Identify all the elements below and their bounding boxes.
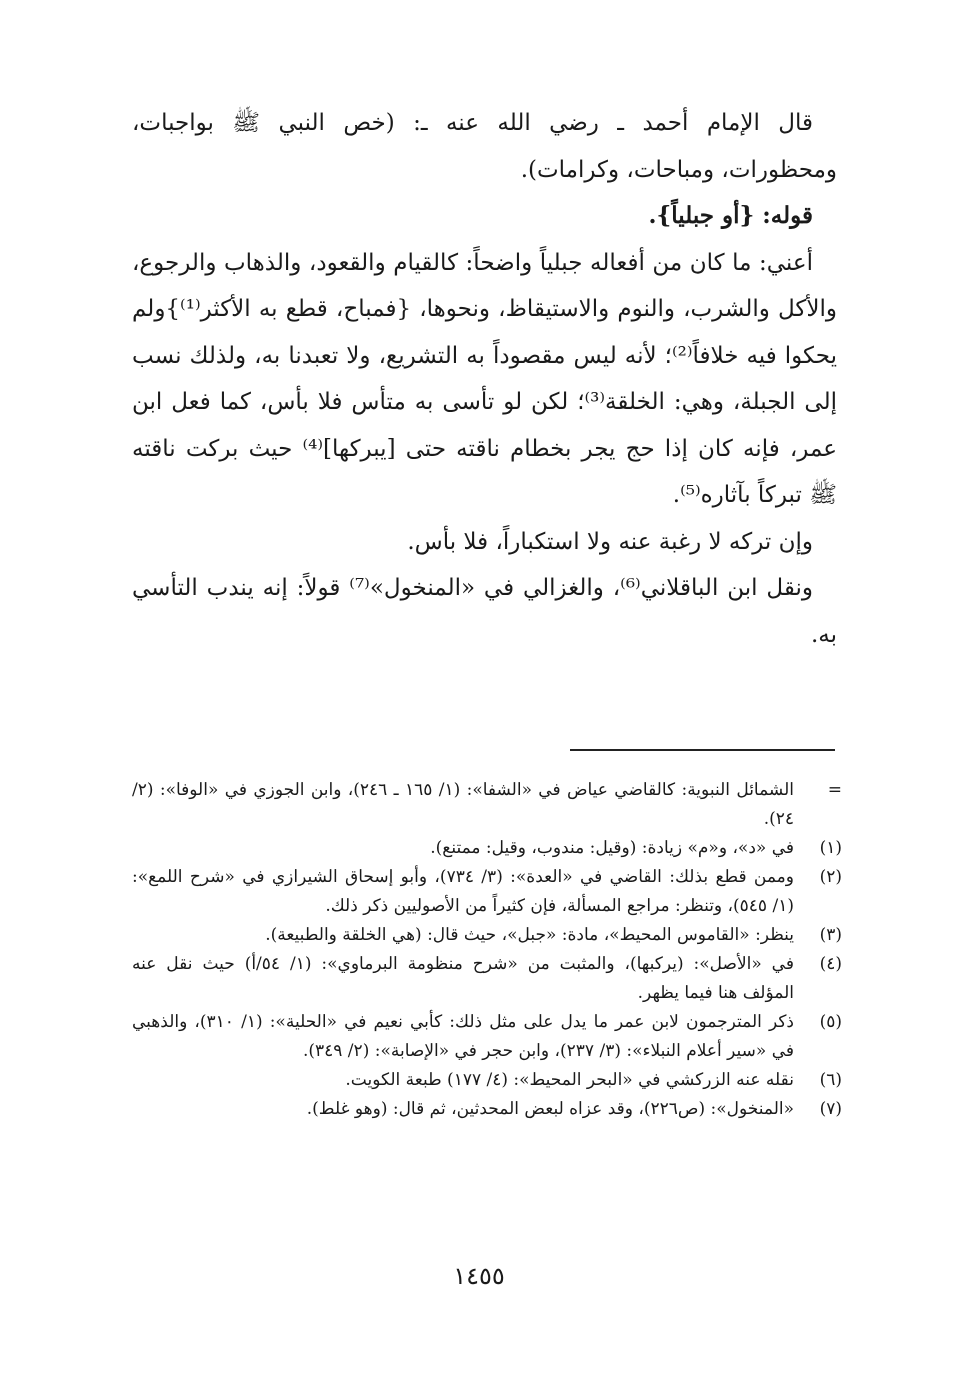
paragraph-jibilli-explanation: أعني: ما كان من أفعاله جبلياً واضحاً: كالقيام والقعود، والذهاب والرجوع، والأكل والشرب، والنوم والاستيقاظ، ونحوها، {فمباح، قطع به الأكثر⁽¹⁾}ولم يحكوا فيه خلافاً⁽²⁾؛ لأنه ليس مقصوداً به التشريع، ولا تعبدنا به، ولذلك نسب إلى الجبلة، وهي: الخلقة⁽³⁾؛ لكن لو تأسى به متأس فلا بأس، كما فعل ابن عمر، فإنه كان إذا حج يجر بخطام ناقته حتى [يبركها]⁽⁴⁾ حيث بركت ناقته ﷺ تبركاً بآثاره⁽⁵⁾. [132, 249, 838, 508]
footnote-2 [132, 863, 842, 921]
footnote-text: في «د»، و«م» زيادة: (وقيل: مندوب، وقيل: ممتنع). [430, 838, 794, 858]
paragraph-tarkuhu: وإن تركه لا رغبة عنه ولا استكباراً، فلا بأس. [407, 528, 813, 555]
footnote-text: ذكر المترجمون لابن عمر ما يدل على مثل ذلك: كأبي نعيم في «الحلية»: (١/ ٣١٠)، والذهبي في «سير أعلام النبلاء»: (٣/ ٢٣٧)، وابن حجر في «الإصابة»: (٢/ ٣٤٩). [132, 1012, 795, 1061]
footnote-text: الشمائل النبوية: كالقاضي عياض في «الشفا»: (١/ ١٦٥ ـ ٢٤٦)، وابن الجوزي في «الوفا»: (٢/ ٢٤). [132, 780, 795, 829]
paragraph-baqillani: ونقل ابن الباقلاني⁽⁶⁾، والغزالي في «المنخول»⁽⁷⁾ قولاً: إنه يندب التأسي به. [132, 575, 837, 648]
footnote-continuation [132, 776, 842, 834]
footnote-6 [132, 1066, 842, 1095]
footnote-number: = [827, 780, 842, 800]
footnote-5 [132, 1008, 842, 1066]
footnote-number: (٥) [819, 1012, 842, 1032]
footnote-divider [570, 749, 835, 751]
footnote-number: (٦) [819, 1070, 842, 1090]
footnote-text: «المنخول»: (ص٢٢٦)، وقد عزاه لبعض المحدثين، ثم قال: (وهو غلط). [306, 1099, 794, 1119]
footnote-number: (٢) [819, 867, 842, 887]
footnote-3 [132, 921, 842, 950]
footnote-text: ينظر: «القاموس المحيط»، مادة: «جبل»، حيث قال: (هي الخلقة والطبيعة). [265, 925, 794, 945]
footnotes-section [132, 776, 842, 1124]
main-text-body [132, 100, 837, 658]
paragraph-imam-ahmad-quote: قال الإمام أحمد ـ رضي الله عنه ـ: (خص النبي ﷺ بواجبات، ومحظورات، ومباحات، وكرامات). [132, 110, 837, 183]
footnote-number: (١) [819, 838, 842, 858]
footnote-number: (٣) [819, 925, 842, 945]
page-number: ١٤٥٥ [453, 1262, 505, 1290]
paragraph-qawluhu: قوله: {أو جبلياً}. [648, 202, 813, 229]
footnote-1 [132, 834, 842, 863]
footnote-number: (٧) [819, 1099, 842, 1119]
footnote-4 [132, 950, 842, 1008]
footnote-number: (٤) [819, 954, 842, 974]
footnote-text: نقله عنه الزركشي في «البحر المحيط»: (٤/ ١٧٧) طبعة الكويت. [345, 1070, 794, 1090]
footnote-text: وممن قطع بذلك: القاضي في «العدة»: (٣/ ٧٣٤)، وأبو إسحاق الشيرازي في «شرح اللمع»: (١/ ٥٤٥)، وتنظر: مراجع المسألة، فإن كثيراً من الأصوليين ذكر ذلك. [132, 867, 794, 916]
footnote-7 [132, 1095, 842, 1124]
footnote-text: في «الأصل»: (يركبها)، والمثبت من «شرح منظومة البرماوي»: (١/ ٥٤/أ) حيث نقل عنه المؤلف هنا فيما يظهر. [132, 954, 794, 1003]
